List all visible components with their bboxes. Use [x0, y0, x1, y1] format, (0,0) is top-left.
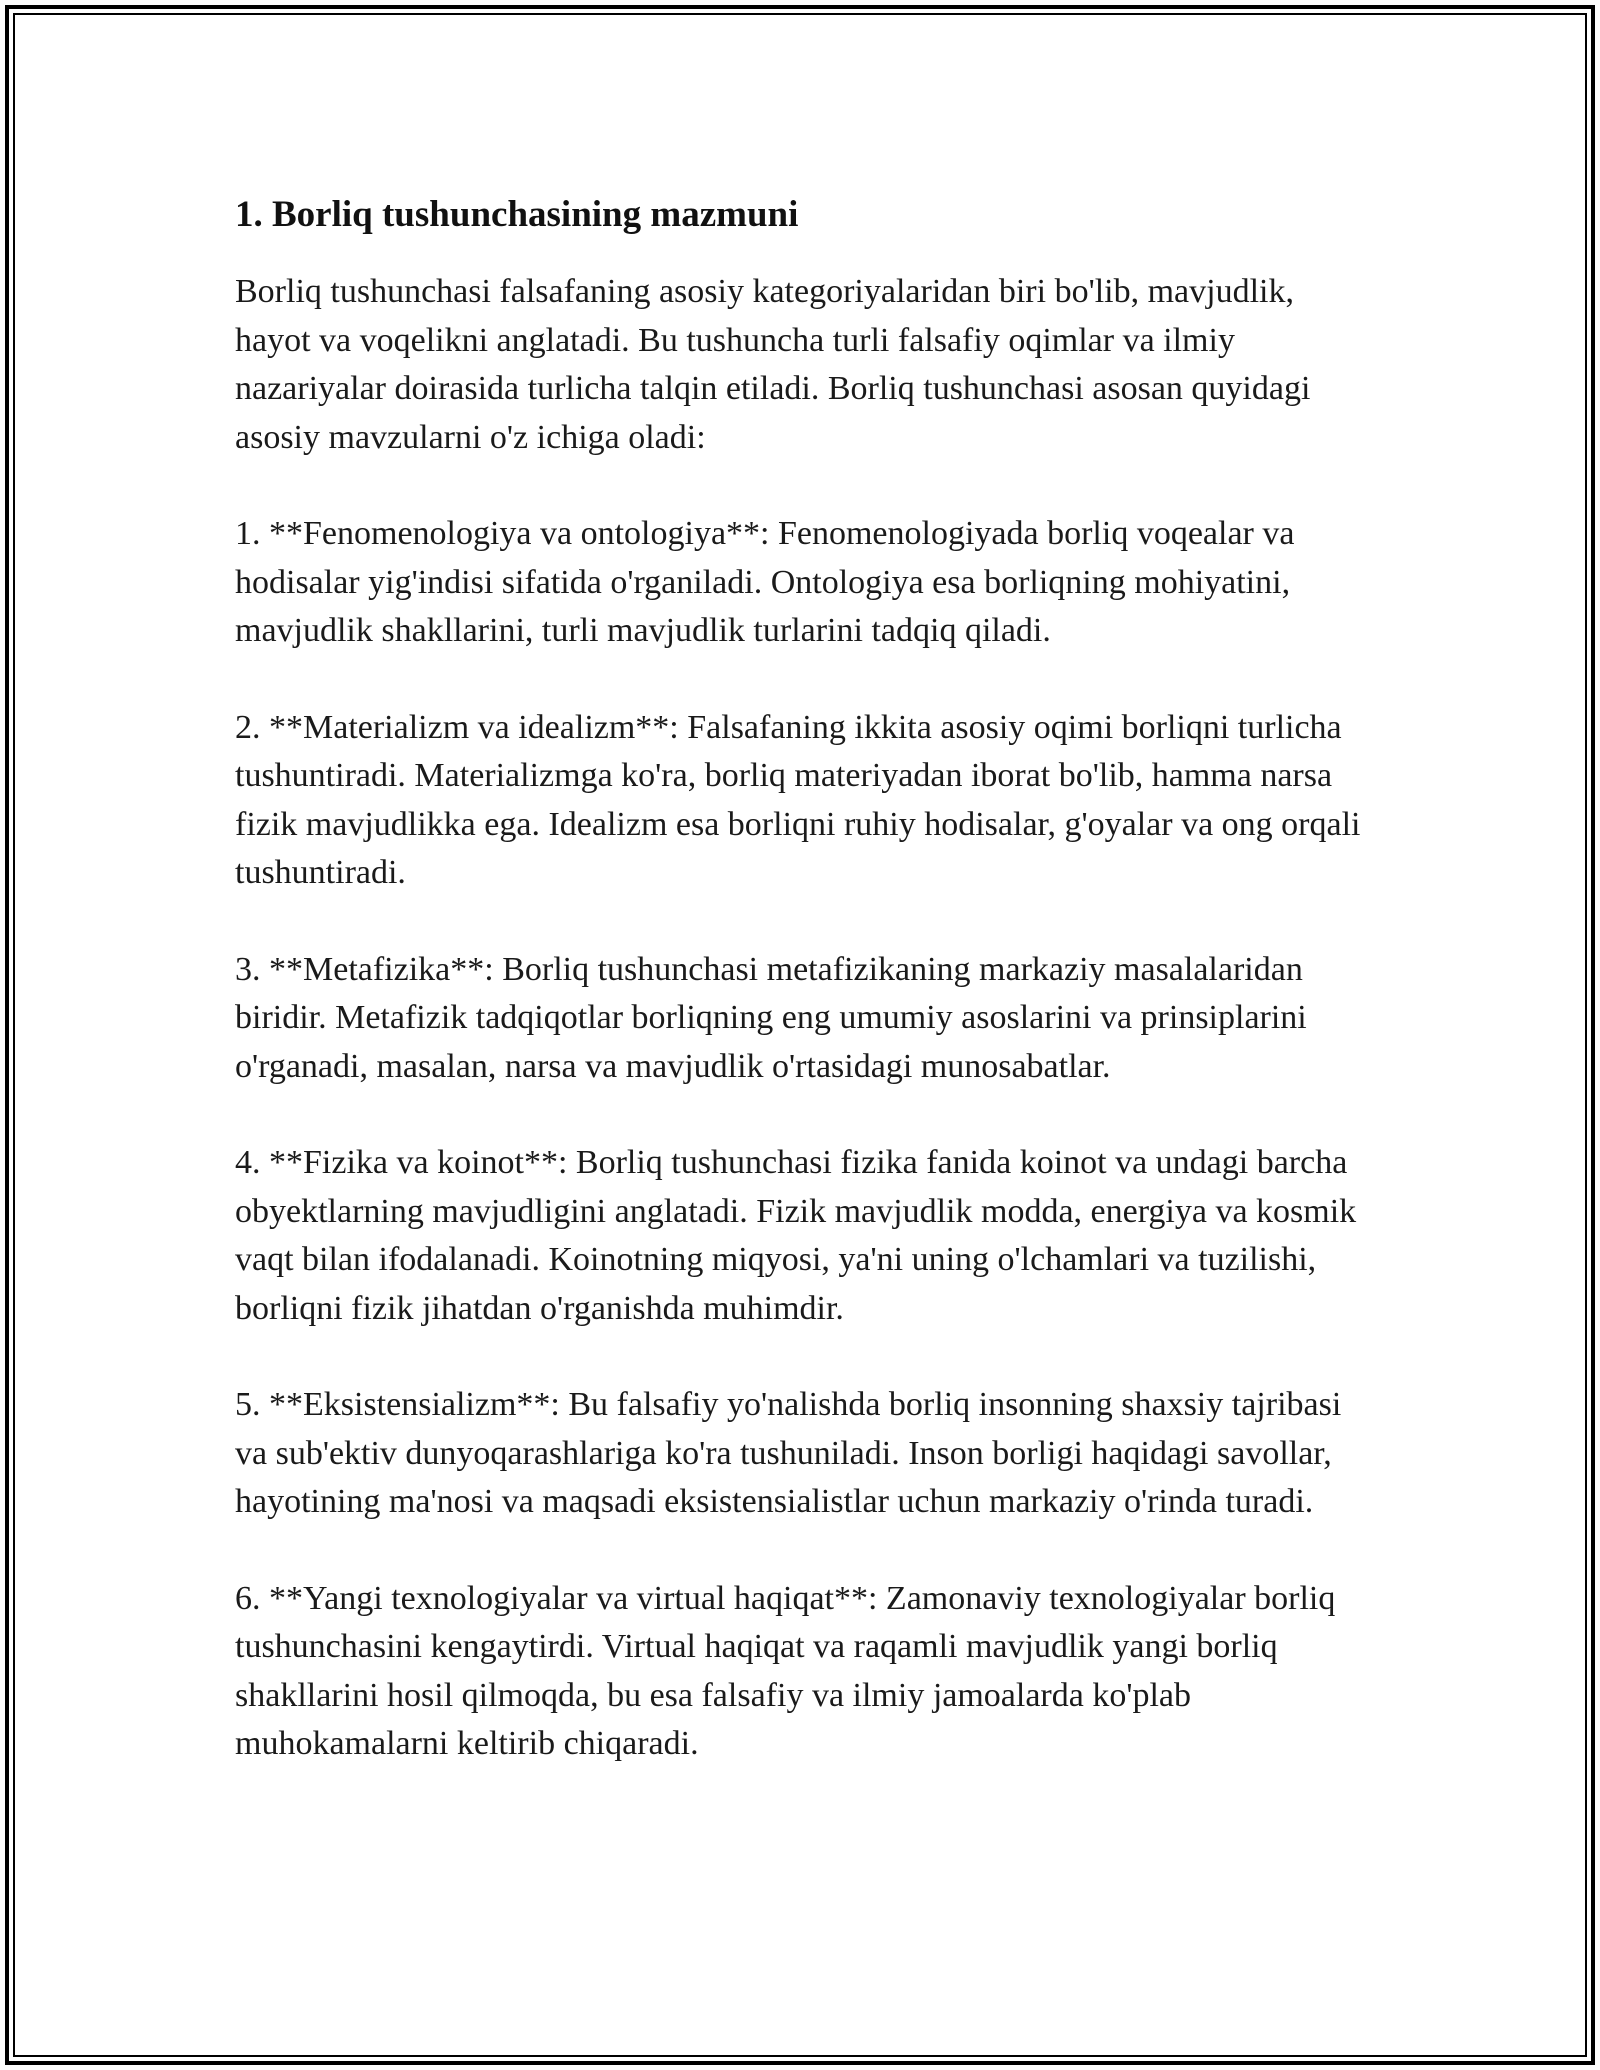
list-item-materialism: 2. **Materializm va idealizm**: Falsafaning ikkita asosiy oqimi borliqni turlicha tushuntiradi. Materializmga ko'ra, borliq materiyadan iborat bo'lib, hamma narsa fizik mavjudlikka ega. Idealizm esa borliqni ruhiy hodisalar, g'oyalar va ong orqali tushuntiradi.: [235, 708, 1361, 891]
list-item-metaphysics: 3. **Metafizika**: Borliq tushunchasi metafizikaning markaziy masalalaridan biridir. Metafizik tadqiqotlar borliqning eng umumiy asoslarini va prinsiplarini o'rganadi, masalan, narsa va mavjudlik o'rtasidagi munosabatlar.: [235, 950, 1307, 1085]
intro-paragraph: Borliq tushunchasi falsafaning asosiy kategoriyalaridan biri bo'lib, mavjudlik, hayot va voqelikni anglatadi. Bu tushuncha turli falsafiy oqimlar va ilmiy nazariyalar doirasida turlicha talqin etiladi. Borliq tushunchasi asosan quyidagi asosiy mavzularni o'z ichiga oladi:: [235, 273, 1311, 456]
list-item-phenomenology: 1. **Fenomenologiya va ontologiya**: Fenomenologiyada borliq voqealar va hodisalar yig'indisi sifatida o'rganiladi. Ontologiya esa borliqning mohiyatini, mavjudlik shakllarini, turli mavjudlik turlarini tadqiq qiladi.: [235, 515, 1295, 649]
section-heading: 1. Borliq tushunchasining mazmuni: [235, 194, 799, 235]
document-body: [235, 182, 1375, 1769]
list-item-existentialism: 5. **Eksistensializm**: Bu falsafiy yo'nalishda borliq insonning shaxsiy tajribasi va sub'ektiv dunyoqarashlariga ko'ra tushuniladi. Inson borligi haqidagi savollar, hayotining ma'nosi va maqsadi eksistensialistlar uchun markaziy o'rinda turadi.: [235, 1386, 1342, 1520]
list-item-physics: 4. **Fizika va koinot**: Borliq tushunchasi fizika fanida koinot va undagi barcha obyektlarning mavjudligini anglatadi. Fizik mavjudlik modda, energiya va kosmik vaqt bilan ifodalanadi. Koinotning miqyosi, ya'ni uning o'lchamlari va tuzilishi, borliqni fizik jihatdan o'rganishda muhimdir.: [235, 1144, 1357, 1327]
list-item-technology: 6. **Yangi texnologiyalar va virtual haqiqat**: Zamonaviy texnologiyalar borliq tushunchasini kengaytirdi. Virtual haqiqat va raqamli mavjudlik yangi borliq shakllarini hosil qilmoqda, bu esa falsafiy va ilmiy jamoalarda ko'plab muhokamalarni keltirib chiqaradi.: [235, 1579, 1336, 1762]
